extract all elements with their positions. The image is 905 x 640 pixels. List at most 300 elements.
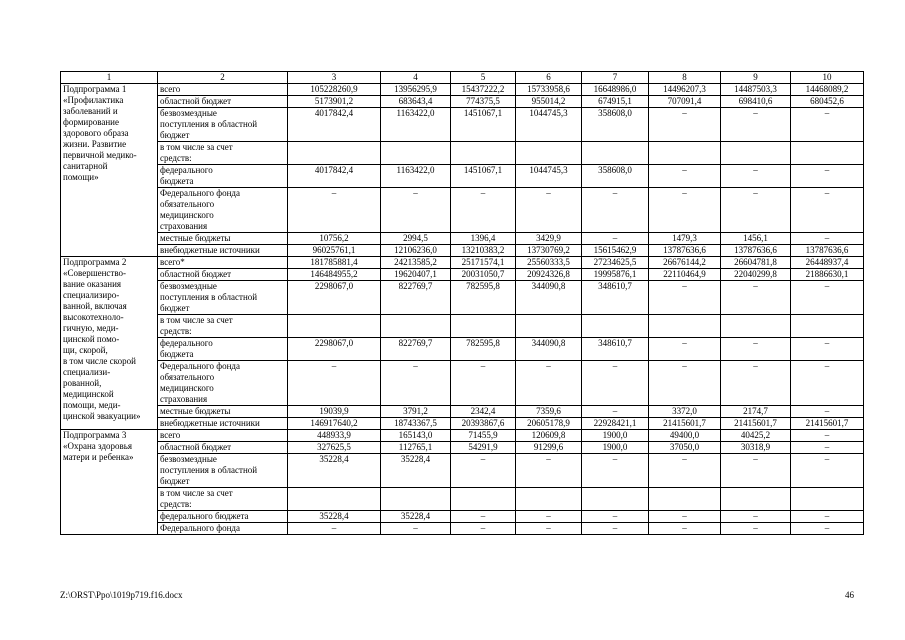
- cell-line: в том числе за счет: [160, 488, 233, 498]
- value-cell: –: [451, 188, 516, 233]
- value-cell: 344090,8: [516, 281, 582, 315]
- funding-source: [158, 269, 288, 281]
- value-cell: 105228260,9: [288, 84, 381, 96]
- value-cell: [649, 142, 721, 165]
- value-cell: 30318,9: [721, 442, 791, 454]
- value-cell: 348610,7: [582, 281, 649, 315]
- value-cell: 15615462,9: [582, 245, 649, 257]
- value-cell: 4017842,4: [288, 165, 381, 188]
- value-cell: [516, 488, 582, 511]
- cell-line: федерального: [160, 338, 213, 348]
- cell-line: обязательного: [160, 199, 215, 209]
- cell-line: безвозмездные: [160, 281, 217, 291]
- cell-line: безвозмездные: [160, 108, 217, 118]
- value-cell: [791, 488, 864, 511]
- value-cell: 27234625,5: [582, 257, 649, 269]
- value-cell: 698410,6: [721, 96, 791, 108]
- table-row: [61, 233, 864, 245]
- value-cell: –: [791, 233, 864, 245]
- value-cell: 26448937,4: [791, 257, 864, 269]
- value-cell: 120609,8: [516, 430, 582, 442]
- value-cell: 26676144,2: [649, 257, 721, 269]
- value-cell: 2174,7: [721, 406, 791, 418]
- value-cell: –: [288, 523, 381, 535]
- value-cell: –: [721, 108, 791, 142]
- column-header: 4: [381, 72, 451, 84]
- value-cell: –: [516, 454, 582, 488]
- value-cell: [451, 488, 516, 511]
- value-cell: –: [582, 406, 649, 418]
- value-cell: 2342,4: [451, 406, 516, 418]
- cell-line: бюджета: [160, 349, 194, 359]
- value-cell: –: [582, 188, 649, 233]
- value-cell: –: [451, 523, 516, 535]
- value-cell: 91299,6: [516, 442, 582, 454]
- funding-source: [158, 315, 288, 338]
- cell-line: медицинского: [160, 210, 214, 220]
- value-cell: 1900,0: [582, 430, 649, 442]
- cell-line: «Охрана здоровья: [63, 441, 133, 451]
- table-row: [61, 442, 864, 454]
- funding-source: [158, 245, 288, 257]
- value-cell: 35228,4: [288, 511, 381, 523]
- value-cell: –: [381, 523, 451, 535]
- value-cell: 1456,1: [721, 233, 791, 245]
- value-cell: 19620407,1: [381, 269, 451, 281]
- value-cell: 22110464,9: [649, 269, 721, 281]
- value-cell: [721, 142, 791, 165]
- value-cell: 24213585,2: [381, 257, 451, 269]
- cell-line: всего*: [160, 257, 185, 267]
- value-cell: 10756,2: [288, 233, 381, 245]
- value-cell: –: [721, 338, 791, 361]
- value-cell: –: [791, 165, 864, 188]
- value-cell: 16648986,0: [582, 84, 649, 96]
- value-cell: 2298067,0: [288, 281, 381, 315]
- cell-line: гичную, меди-: [63, 323, 119, 333]
- cell-line: жизни. Развитие: [63, 139, 127, 149]
- value-cell: [721, 315, 791, 338]
- column-header: 9: [721, 72, 791, 84]
- value-cell: 680452,6: [791, 96, 864, 108]
- table-row: [61, 488, 864, 511]
- cell-line: средств:: [160, 326, 192, 336]
- table-row: [61, 96, 864, 108]
- value-cell: –: [582, 454, 649, 488]
- value-cell: 1163422,0: [381, 108, 451, 142]
- funding-source: [158, 361, 288, 406]
- value-cell: 181785881,4: [288, 257, 381, 269]
- cell-line: местные бюджеты: [160, 406, 231, 416]
- funding-source: [158, 430, 288, 442]
- table-row: [61, 361, 864, 406]
- table-row: [61, 523, 864, 535]
- value-cell: 49400,0: [649, 430, 721, 442]
- cell-line: Федерального фонда: [160, 361, 240, 371]
- value-cell: 26604781,8: [721, 257, 791, 269]
- cell-line: внебюджетные источники: [160, 418, 260, 428]
- funding-source: [158, 418, 288, 430]
- value-cell: 13787636,6: [721, 245, 791, 257]
- value-cell: 146917640,2: [288, 418, 381, 430]
- value-cell: 15733958,6: [516, 84, 582, 96]
- value-cell: 1900,0: [582, 442, 649, 454]
- value-cell: [381, 315, 451, 338]
- value-cell: 3429,9: [516, 233, 582, 245]
- value-cell: 822769,7: [381, 338, 451, 361]
- value-cell: 1044745,3: [516, 165, 582, 188]
- cell-line: областной бюджет: [160, 96, 232, 106]
- table-row: [61, 418, 864, 430]
- cell-line: всего: [160, 430, 181, 440]
- cell-line: Федерального фонда: [160, 523, 240, 533]
- cell-line: местные бюджеты: [160, 233, 231, 243]
- column-header: 8: [649, 72, 721, 84]
- value-cell: 165143,0: [381, 430, 451, 442]
- value-cell: 1479,3: [649, 233, 721, 245]
- funding-source: [158, 96, 288, 108]
- value-cell: 2994,5: [381, 233, 451, 245]
- value-cell: [381, 142, 451, 165]
- value-cell: –: [791, 188, 864, 233]
- funding-source: [158, 442, 288, 454]
- value-cell: [451, 142, 516, 165]
- value-cell: [649, 488, 721, 511]
- value-cell: 22928421,1: [582, 418, 649, 430]
- value-cell: –: [649, 108, 721, 142]
- subprogram-name: [61, 430, 158, 535]
- column-header: 5: [451, 72, 516, 84]
- cell-line: формирование: [63, 117, 119, 127]
- value-cell: 782595,8: [451, 281, 516, 315]
- value-cell: 12106236,0: [381, 245, 451, 257]
- value-cell: –: [649, 188, 721, 233]
- value-cell: 37050,0: [649, 442, 721, 454]
- cell-line: щи, скорой,: [63, 345, 108, 355]
- value-cell: –: [649, 523, 721, 535]
- cell-line: областной бюджет: [160, 269, 232, 279]
- cell-line: страхования: [160, 221, 208, 231]
- value-cell: –: [516, 523, 582, 535]
- value-cell: 822769,7: [381, 281, 451, 315]
- cell-line: поступления в областной: [160, 119, 258, 129]
- cell-line: ванной, включая: [63, 301, 127, 311]
- value-cell: –: [721, 523, 791, 535]
- funding-source: [158, 188, 288, 233]
- value-cell: –: [791, 281, 864, 315]
- value-cell: –: [582, 233, 649, 245]
- value-cell: 348610,7: [582, 338, 649, 361]
- cell-line: средств:: [160, 153, 192, 163]
- value-cell: 96025761,1: [288, 245, 381, 257]
- cell-line: безвозмездные: [160, 454, 217, 464]
- cell-line: Федерального фонда: [160, 188, 240, 198]
- value-cell: 21415601,7: [721, 418, 791, 430]
- value-cell: 20605178,9: [516, 418, 582, 430]
- funding-source: [158, 454, 288, 488]
- table-row: [61, 188, 864, 233]
- cell-line: федерального: [160, 165, 213, 175]
- value-cell: –: [649, 338, 721, 361]
- cell-line: медицинской: [63, 389, 114, 399]
- value-cell: 13787636,6: [649, 245, 721, 257]
- value-cell: [791, 142, 864, 165]
- value-cell: 1451067,1: [451, 108, 516, 142]
- value-cell: 20031050,7: [451, 269, 516, 281]
- value-cell: 13730769,2: [516, 245, 582, 257]
- cell-line: бюджет: [160, 476, 190, 486]
- value-cell: 71455,9: [451, 430, 516, 442]
- value-cell: 1451067,1: [451, 165, 516, 188]
- value-cell: 20924326,8: [516, 269, 582, 281]
- funding-source: [158, 523, 288, 535]
- cell-line: цинской помо-: [63, 334, 120, 344]
- funding-source: [158, 488, 288, 511]
- value-cell: –: [721, 511, 791, 523]
- column-header: 10: [791, 72, 864, 84]
- cell-line: средств:: [160, 499, 192, 509]
- budget-table: [60, 71, 864, 535]
- cell-line: всего: [160, 84, 181, 94]
- cell-line: здорового образа: [63, 128, 129, 138]
- value-cell: 13787636,6: [791, 245, 864, 257]
- cell-line: цинской эвакуации»: [63, 411, 141, 421]
- table-row: [61, 430, 864, 442]
- value-cell: 14468089,2: [791, 84, 864, 96]
- cell-line: заболеваний и: [63, 106, 118, 116]
- subprogram-name: [61, 84, 158, 257]
- value-cell: 19039,9: [288, 406, 381, 418]
- cell-line: рованной,: [63, 378, 102, 388]
- column-header: 7: [582, 72, 649, 84]
- cell-line: обязательного: [160, 372, 215, 382]
- value-cell: –: [721, 188, 791, 233]
- value-cell: 25560333,5: [516, 257, 582, 269]
- value-cell: 344090,8: [516, 338, 582, 361]
- value-cell: 40425,2: [721, 430, 791, 442]
- value-cell: 14487503,3: [721, 84, 791, 96]
- value-cell: [516, 142, 582, 165]
- value-cell: 1044745,3: [516, 108, 582, 142]
- value-cell: 15437222,2: [451, 84, 516, 96]
- cell-line: областной бюджет: [160, 442, 232, 452]
- cell-line: специализи-: [63, 367, 111, 377]
- value-cell: 7359,6: [516, 406, 582, 418]
- cell-line: в том числе за счет: [160, 315, 233, 325]
- value-cell: –: [381, 188, 451, 233]
- value-cell: –: [649, 511, 721, 523]
- value-cell: 674915,1: [582, 96, 649, 108]
- cell-line: помощи»: [63, 172, 99, 182]
- value-cell: –: [516, 361, 582, 406]
- value-cell: 1163422,0: [381, 165, 451, 188]
- value-cell: –: [649, 361, 721, 406]
- funding-source: [158, 406, 288, 418]
- value-cell: 14496207,3: [649, 84, 721, 96]
- value-cell: 22040299,8: [721, 269, 791, 281]
- cell-line: бюджет: [160, 130, 190, 140]
- value-cell: –: [381, 361, 451, 406]
- value-cell: –: [791, 361, 864, 406]
- value-cell: 35228,4: [288, 454, 381, 488]
- column-header: 3: [288, 72, 381, 84]
- value-cell: [381, 488, 451, 511]
- table-row: [61, 338, 864, 361]
- value-cell: [288, 488, 381, 511]
- cell-line: Подпрограмма 1: [63, 84, 127, 94]
- value-cell: –: [451, 511, 516, 523]
- value-cell: [721, 488, 791, 511]
- value-cell: –: [516, 188, 582, 233]
- value-cell: 327625,5: [288, 442, 381, 454]
- table-row: [61, 281, 864, 315]
- value-cell: [451, 315, 516, 338]
- column-header: 6: [516, 72, 582, 84]
- cell-line: «Профилактика: [63, 95, 124, 105]
- value-cell: –: [288, 188, 381, 233]
- value-cell: 19995876,1: [582, 269, 649, 281]
- cell-line: поступления в областной: [160, 292, 258, 302]
- value-cell: –: [721, 281, 791, 315]
- value-cell: 146484955,2: [288, 269, 381, 281]
- value-cell: 782595,8: [451, 338, 516, 361]
- value-cell: –: [791, 430, 864, 442]
- funding-source: [158, 511, 288, 523]
- value-cell: 2298067,0: [288, 338, 381, 361]
- value-cell: 3791,2: [381, 406, 451, 418]
- table-row: [61, 108, 864, 142]
- value-cell: [582, 315, 649, 338]
- cell-line: в том числе за счет: [160, 142, 233, 152]
- column-header: 1: [61, 72, 158, 84]
- funding-source: [158, 257, 288, 269]
- cell-line: Подпрограмма 3: [63, 430, 127, 440]
- value-cell: –: [288, 361, 381, 406]
- value-cell: [791, 315, 864, 338]
- value-cell: 13956295,9: [381, 84, 451, 96]
- cell-line: высокотехноло-: [63, 312, 124, 322]
- cell-line: специализиро-: [63, 290, 120, 300]
- value-cell: [649, 315, 721, 338]
- page-number: 46: [845, 590, 854, 600]
- cell-line: поступления в областной: [160, 465, 258, 475]
- value-cell: 4017842,4: [288, 108, 381, 142]
- cell-line: «Совершенство-: [63, 268, 127, 278]
- table-row: [61, 165, 864, 188]
- value-cell: –: [582, 511, 649, 523]
- value-cell: –: [516, 511, 582, 523]
- table-row: [61, 245, 864, 257]
- value-cell: 955014,2: [516, 96, 582, 108]
- cell-line: матери и ребенка»: [63, 452, 134, 462]
- value-cell: –: [721, 361, 791, 406]
- cell-line: в том числе скорой: [63, 356, 136, 366]
- value-cell: –: [721, 165, 791, 188]
- value-cell: –: [791, 406, 864, 418]
- cell-line: помощи, меди-: [63, 400, 121, 410]
- value-cell: 358608,0: [582, 108, 649, 142]
- value-cell: –: [791, 511, 864, 523]
- value-cell: [516, 315, 582, 338]
- value-cell: –: [582, 523, 649, 535]
- cell-line: Подпрограмма 2: [63, 257, 127, 267]
- value-cell: –: [721, 454, 791, 488]
- column-header: 2: [158, 72, 288, 84]
- value-cell: 21886630,1: [791, 269, 864, 281]
- table-row: [61, 257, 864, 269]
- footer-file-path: Z:\ORST\Ppo\1019p719.f16.docx: [60, 590, 183, 600]
- value-cell: –: [649, 454, 721, 488]
- cell-line: санитарной: [63, 161, 108, 171]
- table-row: [61, 84, 864, 96]
- cell-line: бюджет: [160, 303, 190, 313]
- value-cell: –: [649, 165, 721, 188]
- value-cell: 20393867,6: [451, 418, 516, 430]
- value-cell: 25171574,1: [451, 257, 516, 269]
- value-cell: –: [791, 454, 864, 488]
- header-row: [61, 72, 864, 84]
- value-cell: 21415601,7: [791, 418, 864, 430]
- funding-source: [158, 84, 288, 96]
- value-cell: 21415601,7: [649, 418, 721, 430]
- value-cell: 683643,4: [381, 96, 451, 108]
- funding-source: [158, 338, 288, 361]
- value-cell: –: [791, 523, 864, 535]
- value-cell: –: [649, 281, 721, 315]
- value-cell: –: [791, 338, 864, 361]
- value-cell: 1396,4: [451, 233, 516, 245]
- value-cell: 774375,5: [451, 96, 516, 108]
- table-row: [61, 454, 864, 488]
- table-row: [61, 142, 864, 165]
- table-row: [61, 406, 864, 418]
- table-row: [61, 511, 864, 523]
- funding-source: [158, 233, 288, 245]
- funding-source: [158, 165, 288, 188]
- value-cell: 13210383,2: [451, 245, 516, 257]
- cell-line: бюджета: [160, 176, 194, 186]
- value-cell: –: [451, 454, 516, 488]
- value-cell: 5173901,2: [288, 96, 381, 108]
- value-cell: 54291,9: [451, 442, 516, 454]
- cell-line: медицинского: [160, 383, 214, 393]
- value-cell: –: [791, 108, 864, 142]
- value-cell: 3372,0: [649, 406, 721, 418]
- funding-source: [158, 142, 288, 165]
- cell-line: страхования: [160, 394, 208, 404]
- value-cell: 112765,1: [381, 442, 451, 454]
- subprogram-name: [61, 257, 158, 430]
- cell-line: федерального бюджета: [160, 511, 249, 521]
- cell-line: первичной медико-: [63, 150, 137, 160]
- value-cell: 35228,4: [381, 511, 451, 523]
- value-cell: [582, 142, 649, 165]
- cell-line: вание оказания: [63, 279, 122, 289]
- value-cell: 448933,9: [288, 430, 381, 442]
- value-cell: –: [451, 361, 516, 406]
- value-cell: 35228,4: [381, 454, 451, 488]
- value-cell: [288, 315, 381, 338]
- funding-source: [158, 108, 288, 142]
- value-cell: 358608,0: [582, 165, 649, 188]
- value-cell: –: [791, 442, 864, 454]
- value-cell: [288, 142, 381, 165]
- table-row: [61, 269, 864, 281]
- value-cell: [582, 488, 649, 511]
- value-cell: 707091,4: [649, 96, 721, 108]
- table-row: [61, 315, 864, 338]
- cell-line: внебюджетные источники: [160, 245, 260, 255]
